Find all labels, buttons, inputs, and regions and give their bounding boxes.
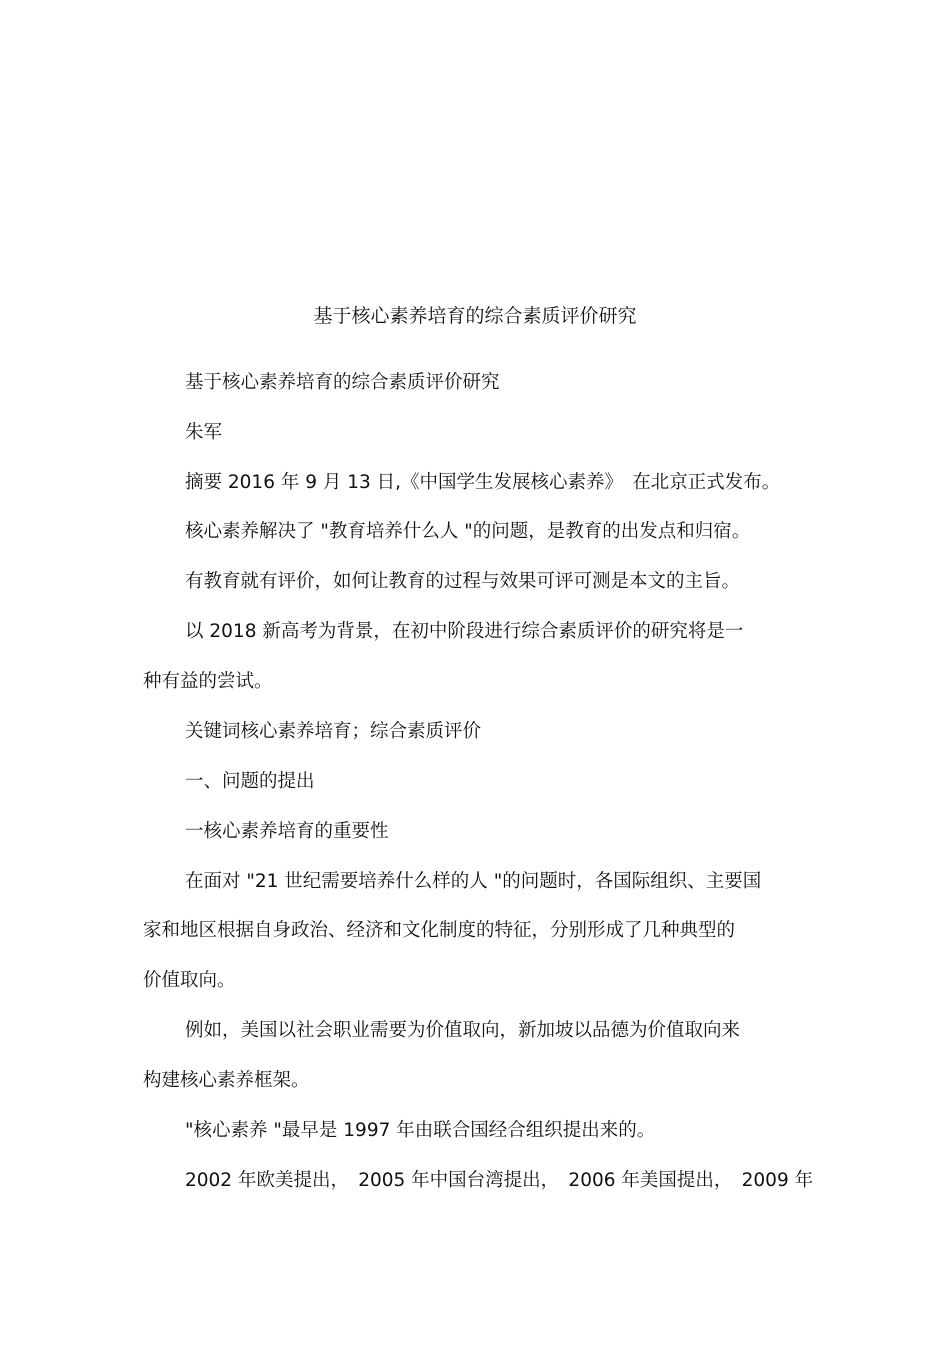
paragraph-line: 以 2018 新高考为背景，在初中阶段进行综合素质评价的研究将是一 [185, 621, 744, 642]
subtitle-line: 基于核心素养培育的综合素质评价研究 [185, 372, 500, 393]
keywords-line: 关键词核心素养培育；综合素质评价 [185, 721, 482, 742]
paragraph-line: 种有益的尝试。 [143, 671, 273, 692]
paragraph-line: 核心素养解决了 "教育培养什么人 "的问题，是教育的出发点和归宿。 [185, 521, 751, 542]
document-title: 基于核心素养培育的综合素质评价研究 [313, 305, 637, 327]
abstract-line: 摘要 2016 年 9 月 13 日,《中国学生发展核心素养》 在北京正式发布。 [185, 472, 781, 493]
author-line: 朱军 [185, 422, 223, 443]
paragraph-line: 有教育就有评价，如何让教育的过程与效果可评可测是本文的主旨。 [185, 571, 741, 592]
paragraph-line: 价值取向。 [143, 970, 236, 991]
paragraph-line: 例如，美国以社会职业需要为价值取向，新加坡以品德为价值取向来 [185, 1020, 741, 1041]
paragraph-line: 在面对 "21 世纪需要培养什么样的人 "的问题时，各国际组织、主要国 [185, 871, 762, 892]
subsection-heading: 一核心素养培育的重要性 [185, 821, 389, 842]
paragraph-line: 构建核心素养框架。 [143, 1070, 310, 1091]
paragraph-line: "核心素养 "最早是 1997 年由联合国经合组织提出来的。 [185, 1120, 656, 1141]
section-heading: 一、问题的提出 [185, 771, 315, 792]
paragraph-line: 2002 年欧美提出， 2005 年中国台湾提出， 2006 年美国提出， 2009 年 [185, 1170, 814, 1191]
paragraph-line: 家和地区根据自身政治、经济和文化制度的特征，分别形成了几种典型的 [143, 920, 736, 941]
